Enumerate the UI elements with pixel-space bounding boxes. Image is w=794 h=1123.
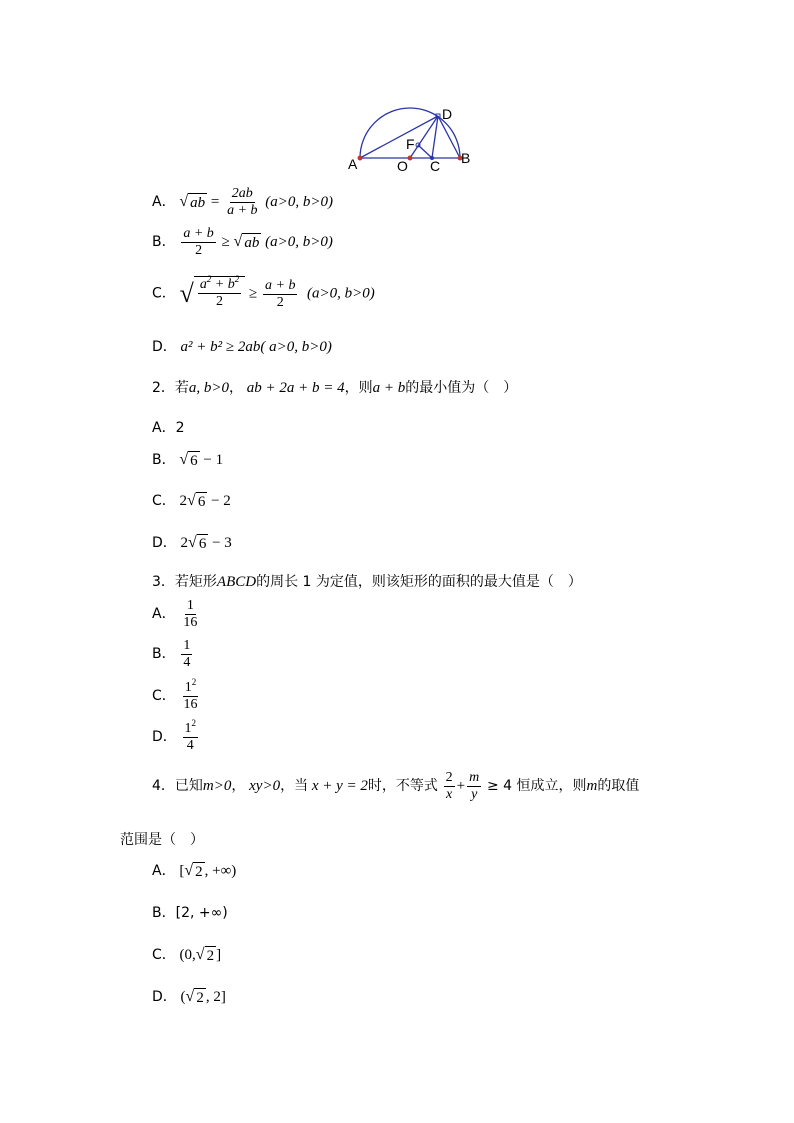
label-F: F [406, 136, 415, 152]
q1-option-b[interactable]: B． $\frac{a + b}{2}$ ≥ √ ab (a>0, b>0) [152, 226, 333, 258]
q1-option-c[interactable]: C． √ $\frac{a^2 + b^2}{2}$ ≥ $\frac{a + b}{2}$ (a>0, b>0) [152, 276, 375, 312]
q2-option-c[interactable]: C． 2 √ 6 − 2 [152, 492, 231, 511]
q4-stem: 4．已知m>0， xy>0，当 x + y = 2时，不等式 $\frac{2}{x}$ + $\frac{m}{y}$ ≥ 4 恒成立，则m的取值 [152, 770, 640, 802]
sqrt-ab: √ ab [179, 193, 206, 211]
q4-option-c[interactable]: C． (0, √ 2 ] [152, 946, 222, 965]
q3-option-b[interactable]: B． $\frac{1}{4}$ [152, 638, 191, 670]
q4-stem-line2: 范围是（ ） [120, 832, 204, 848]
segment-CF [418, 145, 432, 158]
q4-option-d[interactable]: D． ( √ 2 , 2] [152, 988, 226, 1007]
segment-DB [438, 116, 460, 158]
q2-stem: 2．若a, b>0， ab + 2a + b = 4，则a + b的最小值为（ ） [152, 380, 518, 396]
label-C: C [430, 158, 441, 174]
q2-option-b[interactable]: B． √ 6 − 1 [152, 451, 224, 470]
label-B: B [461, 150, 471, 166]
q4-option-b[interactable]: B．[2, +∞) [152, 905, 228, 921]
q3-option-c[interactable]: C． $\frac{1^2}{16}$ [152, 677, 198, 712]
q1-option-a[interactable]: A． √ ab = $\frac{2ab}{a + b}$ (a>0, b>0) [152, 186, 334, 218]
q4-option-a[interactable]: A． [ √ 2 , +∞) [152, 862, 237, 881]
q3-stem: 3．若矩形ABCD的周长 1 为定值，则该矩形的面积的最大值是（ ） [152, 574, 582, 590]
segment-AD [360, 116, 438, 158]
q2-option-d[interactable]: D． 2 √ 6 − 3 [152, 534, 232, 553]
label-O: O [397, 158, 408, 174]
label-D: D [442, 106, 453, 122]
q2-option-a[interactable]: A．2 [152, 420, 185, 436]
segment-DC [432, 116, 438, 158]
q3-option-a[interactable]: A． $\frac{1}{16}$ [152, 598, 198, 630]
point-O [408, 156, 413, 161]
label-A: A [348, 156, 358, 172]
q1-option-d[interactable]: D． a² + b² ≥ 2ab( a>0, b>0) [152, 339, 332, 355]
point-A [358, 156, 363, 161]
q3-option-d[interactable]: D． $\frac{1^2}{4}$ [152, 718, 197, 753]
